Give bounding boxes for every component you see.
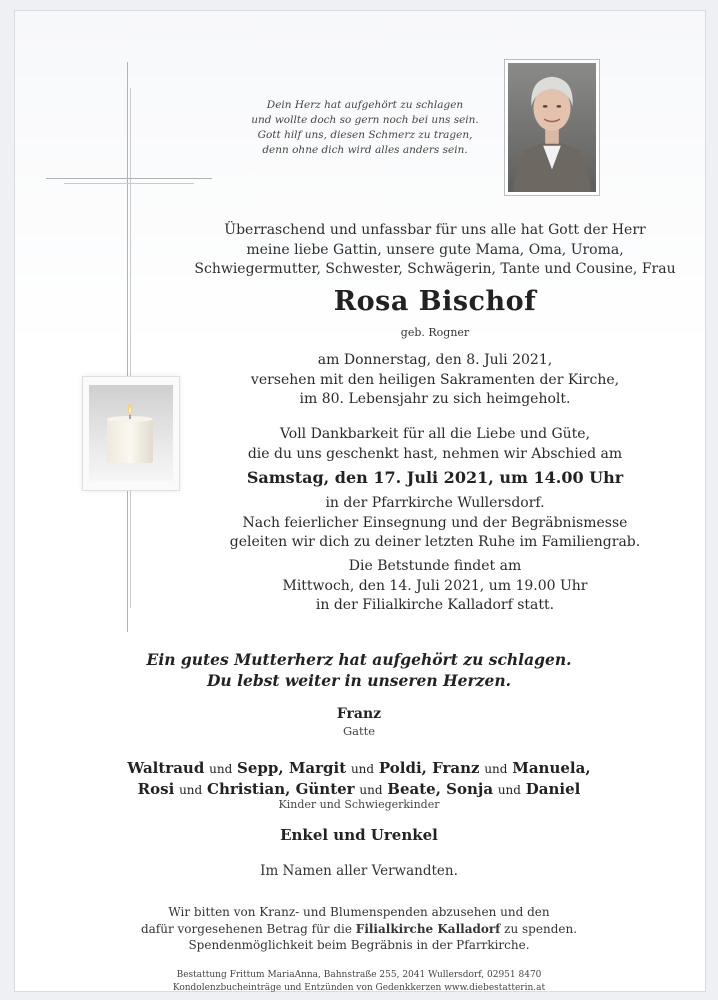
- request-line: [14, 921, 704, 938]
- request-line: Spendenmöglichkeit beim Begräbnis in der Pfarrkirche.: [188, 938, 530, 952]
- conjunction: und: [359, 783, 383, 797]
- request-church: Filialkirche Kalladorf: [355, 921, 501, 936]
- conjunction: und: [497, 783, 521, 797]
- children-role: Kinder und Schwiegerkinder: [278, 798, 440, 811]
- husband-name: Franz: [336, 706, 382, 722]
- funeral-details: [170, 494, 700, 553]
- child-name: Beate, Sonja: [387, 780, 494, 798]
- husband-role: Gatte: [342, 724, 376, 738]
- maiden-name: geb. Rogner: [400, 326, 470, 339]
- footer-line: Kondolenzbucheinträge und Entzünden von Gedenkkerzen www.diebestatterin.at: [172, 983, 546, 993]
- children-list: [14, 758, 704, 800]
- request-text: dafür vorgesehenen Betrag für die: [140, 921, 356, 936]
- cross-horizontal-line-inner: [64, 183, 194, 184]
- deceased-name: Rosa Bischof: [333, 286, 537, 317]
- prayer-line: Mittwoch, den 14. Juli 2021, um 19.00 Uhr: [282, 577, 588, 594]
- farewell-line: Voll Dankbarkeit für all die Liebe und Güte,: [279, 426, 591, 442]
- undertaker-footer: [14, 969, 704, 995]
- request-line: Wir bitten von Kranz- und Blumenspenden abzusehen und den: [168, 905, 550, 919]
- cross-horizontal-line: [46, 178, 212, 179]
- funeral-date: Samstag, den 17. Juli 2021, um 14.00 Uhr: [246, 468, 624, 487]
- poem-line: und wollte doch so gern noch bei uns sein.: [251, 114, 479, 126]
- death-line: versehen mit den heiligen Sakramenten der Kirche,: [250, 371, 620, 388]
- candle-image: [83, 377, 179, 490]
- memorial-poem: [200, 98, 530, 158]
- footer-line: Bestattung Frittum MariaAnna, Bahnstraße 255, 2041 Wullersdorf, 02951 8470: [176, 970, 542, 980]
- child-name: Manuela,: [512, 759, 591, 777]
- poem-line: denn ohne dich wird alles anders sein.: [262, 144, 468, 156]
- poem-line: Gott hilf uns, diesen Schmerz zu tragen,: [257, 129, 473, 141]
- donation-request: [14, 904, 704, 954]
- prayer-hour-notice: [170, 557, 700, 616]
- child-name: Waltraud: [127, 759, 205, 777]
- intro-line: Überraschend und unfassbar für uns alle hat Gott der Herr: [224, 222, 646, 238]
- intro-line: Schwiegermutter, Schwester, Schwägerin, Tante und Cousine, Frau: [194, 261, 676, 277]
- child-name: Sepp, Margit: [237, 759, 347, 777]
- children-line: [14, 758, 704, 779]
- conjunction: und: [350, 762, 375, 776]
- conjunction: und: [209, 762, 233, 776]
- cross-vertical-line-inner: [130, 88, 131, 608]
- funeral-line: in der Pfarrkirche Wullersdorf.: [325, 495, 545, 511]
- child-name: Rosi: [137, 780, 175, 798]
- conjunction: und: [179, 783, 203, 797]
- death-line: im 80. Lebensjahr zu sich heimgeholt.: [299, 391, 571, 407]
- funeral-line: geleiten wir dich zu deiner letzten Ruhe im Familiengrab.: [229, 534, 641, 550]
- funeral-line: Nach feierlicher Einsegnung und der Begräbnismesse: [242, 514, 628, 531]
- conjunction: und: [484, 762, 508, 776]
- relatives-line: Im Namen aller Verwandten.: [260, 863, 458, 879]
- motto-line: Ein gutes Mutterherz hat aufgehört zu schlagen.: [146, 650, 572, 669]
- farewell-text: [170, 425, 700, 464]
- announcement-intro: [170, 221, 700, 280]
- prayer-line: Die Betstunde findet am: [348, 558, 522, 574]
- request-text: zu spenden.: [500, 921, 578, 936]
- cross-vertical-line: [127, 62, 128, 632]
- candle-picture: [82, 376, 180, 491]
- death-notice: [170, 351, 700, 410]
- child-name: Christian, Günter: [207, 780, 355, 798]
- death-line: am Donnerstag, den 8. Juli 2021,: [317, 352, 553, 368]
- poem-line: Dein Herz hat aufgehört zu schlagen: [266, 99, 464, 111]
- memorial-motto: [14, 649, 704, 691]
- motto-line: Du lebst weiter in unseren Herzen.: [206, 671, 512, 690]
- intro-line: meine liebe Gattin, unsere gute Mama, Oma, Uroma,: [246, 241, 624, 258]
- farewell-line: die du uns geschenkt hast, nehmen wir Abschied am: [247, 445, 623, 462]
- child-name: Daniel: [525, 780, 581, 798]
- grandchildren: Enkel und Urenkel: [280, 826, 438, 844]
- children-line: [14, 779, 704, 800]
- prayer-line: in der Filialkirche Kalladorf statt.: [315, 597, 555, 613]
- child-name: Poldi, Franz: [378, 759, 480, 777]
